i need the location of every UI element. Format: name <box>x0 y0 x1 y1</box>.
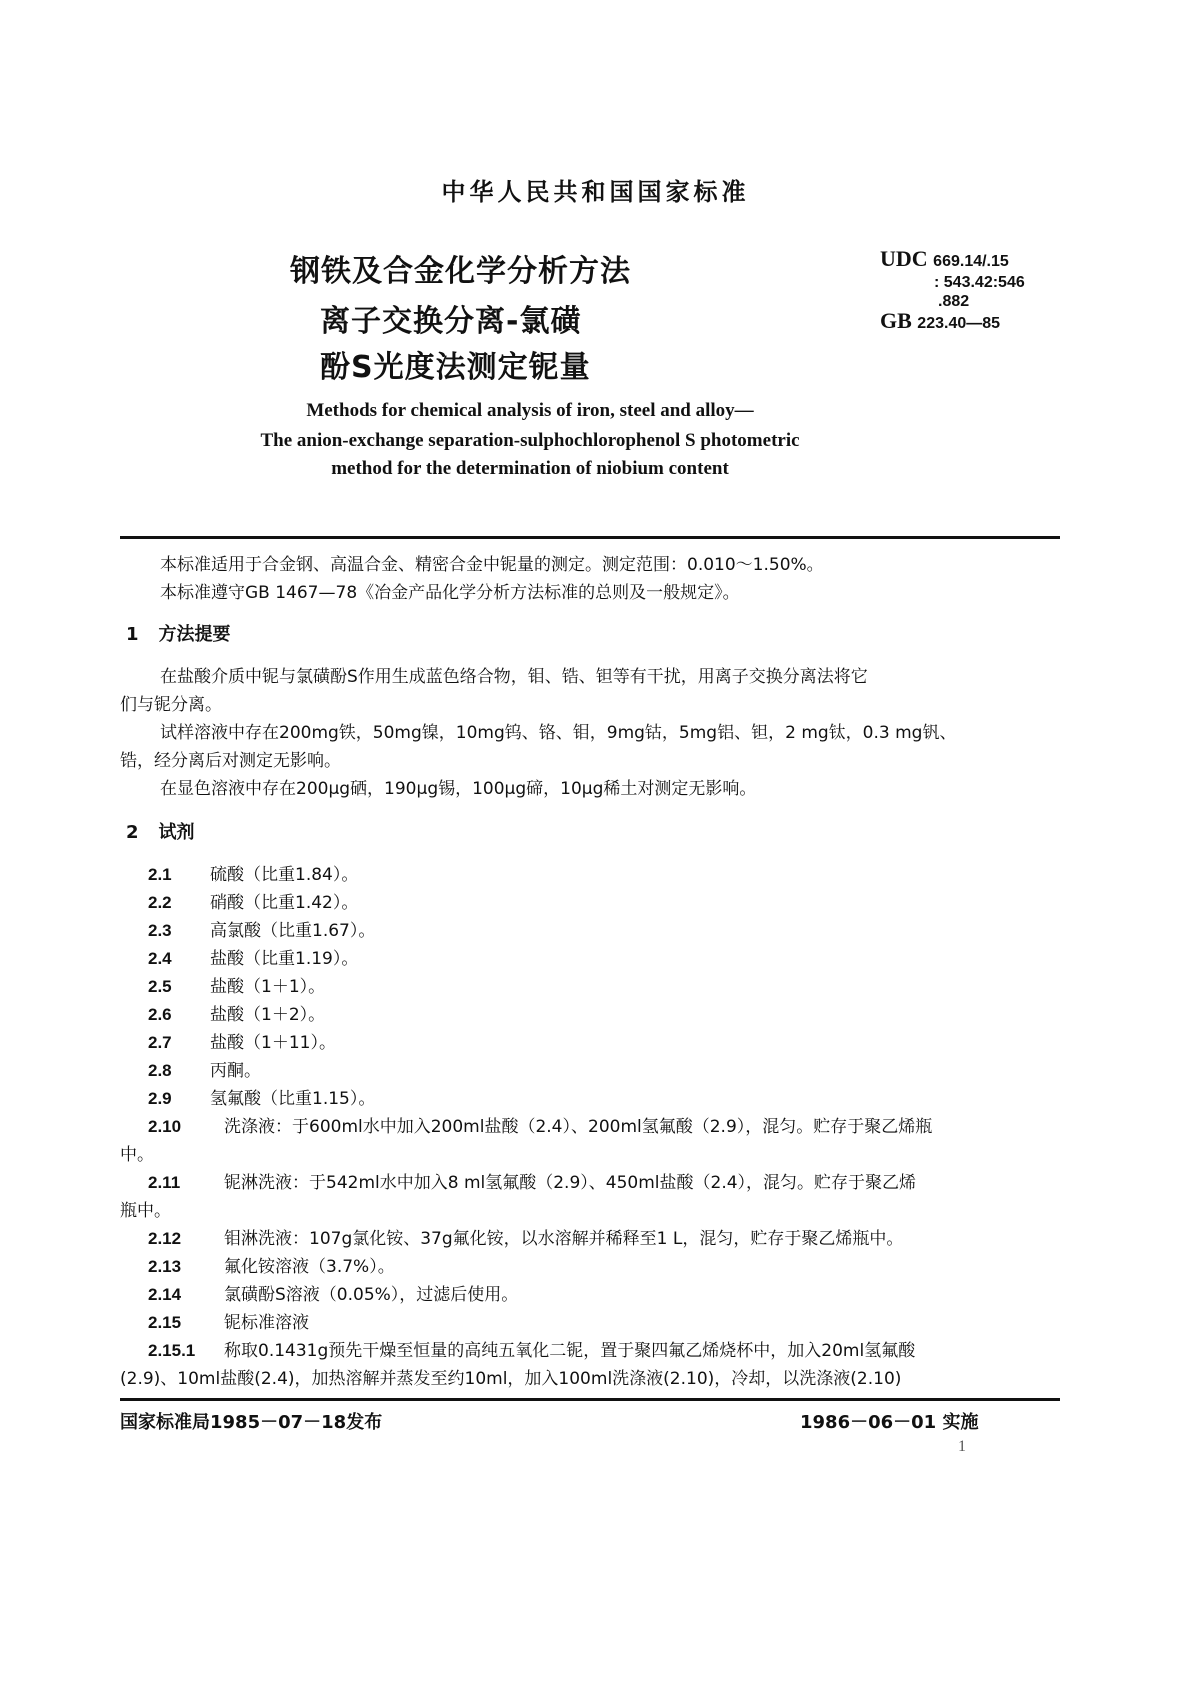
english-title-1: Methods for chemical analysis of iron, steel and alloy— <box>306 400 754 421</box>
reagent-item <box>148 944 358 969</box>
udc-label: UDC <box>880 246 928 271</box>
item-number: 2.13 <box>148 1257 182 1276</box>
reagent-item <box>148 972 325 997</box>
reagent-item <box>148 1224 903 1249</box>
item-continuation: (2.9)、10ml盐酸(2.4)，加热溶解并蒸发至约10ml，加入100ml洗涤液(2.10)，冷却，以洗涤液(2.10) <box>120 1369 902 1389</box>
reagent-item <box>148 888 358 913</box>
reagent-item <box>148 1336 915 1361</box>
item-continuation: 中。 <box>120 1145 154 1165</box>
item-number: 2.3 <box>148 921 172 940</box>
item-number: 2.7 <box>148 1033 172 1052</box>
item-number: 2.8 <box>148 1061 172 1080</box>
item-number: 2.6 <box>148 1005 172 1024</box>
bottom-rule <box>120 1398 1060 1401</box>
item-continuation: 瓶中。 <box>120 1201 171 1221</box>
reagent-item <box>148 1280 518 1305</box>
udc-block <box>880 246 1009 272</box>
gb-label: GB <box>880 308 912 333</box>
s1-p2-b: 锆，经分离后对测定无影响。 <box>120 751 341 771</box>
item-number: 2.14 <box>148 1285 182 1304</box>
item-text: 高氯酸（比重1.67）。 <box>210 921 376 941</box>
item-number: 2.1 <box>148 865 172 884</box>
item-number: 2.15 <box>148 1313 182 1332</box>
item-text: 盐酸（1＋1）。 <box>210 977 326 997</box>
reagent-item <box>148 1112 932 1137</box>
item-text: 洗涤液：于600ml水中加入200ml盐酸（2.4）、200ml氢氟酸（2.9），混匀。贮存于聚乙烯瓶 <box>224 1117 933 1137</box>
item-number: 2.4 <box>148 949 172 968</box>
reagent-item <box>148 1084 375 1109</box>
item-text: 钼淋洗液：107g氯化铵、37g氟化铵，以水溶解并稀释至1 L，混匀，贮存于聚乙烯瓶中。 <box>224 1229 904 1249</box>
item-number: 2.2 <box>148 893 172 912</box>
english-title-2: The anion-exchange separation-sulphochlorophenol S photometric <box>260 430 800 451</box>
gb-number: 223.40—85 <box>917 315 1001 332</box>
item-text: 氟化铵溶液（3.7%）。 <box>224 1257 395 1277</box>
udc-line-3: .882 <box>938 293 970 310</box>
item-text: 盐酸（1＋11）。 <box>210 1033 336 1053</box>
reagent-item <box>148 1028 336 1053</box>
reagent-item <box>148 860 358 885</box>
item-text: 盐酸（1＋2）。 <box>210 1005 326 1025</box>
issue-date: 国家标准局1985－07－18发布 <box>120 1412 383 1433</box>
item-number: 2.9 <box>148 1089 172 1108</box>
udc-line-2: : 543.42:546 <box>934 274 1025 291</box>
s1-p3: 在显色溶液中存在200μg硒，190μg锡，100μg碲，10μg稀土对测定无影响。 <box>160 779 757 799</box>
item-text: 氢氟酸（比重1.15）。 <box>210 1089 376 1109</box>
udc-line-1: 669.14/.15 <box>933 253 1009 270</box>
intro-2: 本标准遵守GB 1467—78《冶金产品化学分析方法标准的总则及一般规定》。 <box>160 583 740 603</box>
intro-1: 本标准适用于合金钢、高温合金、精密合金中铌量的测定。测定范围：0.010～1.50%。 <box>160 555 824 575</box>
section-2-heading <box>126 818 195 844</box>
item-text: 硫酸（比重1.84）。 <box>210 865 359 885</box>
top-rule <box>120 536 1060 539</box>
item-text: 称取0.1431g预先干燥至恒量的高纯五氧化二铌，置于聚四氟乙烯烧杯中，加入20ml氢氟酸 <box>224 1341 916 1361</box>
title-line-2: 离子交换分离-氯磺 <box>320 304 582 339</box>
standard-header: 中华人民共和国国家标准 <box>441 178 750 206</box>
reagent-item <box>148 1308 309 1333</box>
item-text: 铌淋洗液：于542ml水中加入8 ml氢氟酸（2.9）、450ml盐酸（2.4），混匀。贮存于聚乙烯 <box>224 1173 917 1193</box>
effective-date: 1986－06－01 实施 <box>800 1412 979 1433</box>
reagent-item <box>148 916 375 941</box>
item-number: 2.11 <box>148 1173 181 1192</box>
reagent-item <box>148 1168 916 1193</box>
title-line-3: 酚S光度法测定铌量 <box>320 350 591 385</box>
item-text: 丙酮。 <box>210 1061 261 1081</box>
page-number: 1 <box>958 1438 966 1455</box>
english-title-3: method for the determination of niobium content <box>331 458 729 479</box>
s1-p1-a: 在盐酸介质中铌与氯磺酚S作用生成蓝色络合物，钼、锆、钽等有干扰，用离子交换分离法将它 <box>160 667 868 687</box>
item-number: 2.15.1 <box>148 1341 196 1360</box>
section-number: 1 <box>126 624 139 645</box>
reagent-item <box>148 1252 395 1277</box>
s1-p1-b: 们与铌分离。 <box>120 695 222 715</box>
item-text: 盐酸（比重1.19）。 <box>210 949 359 969</box>
reagent-item <box>148 1000 325 1025</box>
gb-block <box>880 308 1000 334</box>
section-number: 2 <box>126 822 139 843</box>
section-1-heading <box>126 620 231 646</box>
item-number: 2.12 <box>148 1229 182 1248</box>
item-text: 硝酸（比重1.42）。 <box>210 893 359 913</box>
reagent-item <box>148 1056 261 1081</box>
item-number: 2.5 <box>148 977 172 996</box>
title-line-1: 钢铁及合金化学分析方法 <box>290 254 631 289</box>
section-title: 试剂 <box>158 822 195 843</box>
item-text: 铌标准溶液 <box>224 1313 309 1333</box>
section-title: 方法提要 <box>158 624 231 645</box>
s1-p2-a: 试样溶液中存在200mg铁，50mg镍，10mg钨、铬、钼，9mg钴，5mg铝、钽，2 mg钛，0.3 mg钒、 <box>160 723 957 743</box>
item-text: 氯磺酚S溶液（0.05%），过滤后使用。 <box>224 1285 519 1305</box>
item-number: 2.10 <box>148 1117 182 1136</box>
